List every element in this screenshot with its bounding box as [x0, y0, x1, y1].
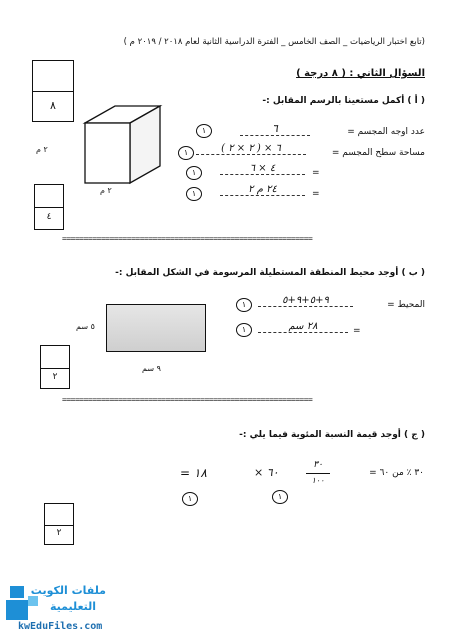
mark-a4: ١	[186, 187, 202, 201]
rect-side-label: ٥ سم	[76, 322, 95, 331]
exam-header: (تابع اختبار الرياضيات _ الصف الخامس _ الفترة الدراسية الثانية لعام ٢٠١٨ / ٢٠١٩ م )	[123, 37, 425, 47]
part-c-title: ( ج ) أوجد قيمة النسبة المئوية فيما يلي :-	[239, 430, 425, 440]
watermark-line2: التعليمية	[49, 600, 97, 613]
separator-2: ==========================================================	[62, 395, 313, 404]
cube-side-label: ٢ م	[36, 145, 48, 154]
step2-answer: ٤ × ٦	[220, 163, 305, 175]
cube-bottom-label: ٢ م	[100, 186, 112, 195]
times-value: × ٦٠	[254, 466, 279, 479]
mark-c1: ١	[272, 490, 288, 504]
perimeter-label: المحيط =	[387, 300, 425, 310]
mark-a1: ١	[196, 124, 212, 138]
mark-a2: ١	[178, 146, 194, 160]
question-title: السؤال الثاني : ( ٨ درجة )	[296, 68, 425, 79]
watermark-url: kwEduFiles.com	[18, 621, 103, 632]
part-b-title: ( ب ) أوجد محيط المنطقة المستطيلة المرسومة في الشكل المقابل :-	[115, 268, 425, 278]
perimeter-answer: ٩+٥+٩+٥	[258, 295, 353, 307]
faces-answer: ٦	[240, 122, 310, 136]
mark-a3: ١	[186, 166, 202, 180]
percent-answer: = ١٨	[180, 466, 207, 480]
part-a-title: ( أ ) أكمل مستعينا بالرسم المقابل :-	[262, 96, 425, 106]
surface-answer: ( ٢ × ٢ ) × ٦	[196, 143, 306, 155]
rectangle-figure	[106, 304, 206, 352]
mark-b2: ١	[236, 323, 252, 337]
mark-c2: ١	[182, 492, 198, 506]
fraction-denominator: ١٠٠	[311, 476, 325, 485]
percent-problem: ٣٠ ٪ من ٦٠ =	[369, 468, 424, 478]
score-box-part-a: ٤	[34, 184, 64, 230]
surface-label: مساحة سطح المجسم =	[331, 148, 425, 158]
perimeter-result: ٢٨ سم	[258, 321, 348, 333]
exam-page: (تابع اختبار الرياضيات _ الصف الخامس _ الفترة الدراسية الثانية لعام ٢٠١٨ / ٢٠١٩ م ) السؤال الثاني : ( ٨ درجة ) ٨ ( أ ) أكمل مستعينا بالرسم المقابل :- ٢ م ٢ م ٤ عدد اوجه المجسم = ٦ ١ مساحة سطح المجسم = ( ٢ × ٢ ) × ٦ ١ = ٤ × ٦ ١ = ٢٤ م ٢ ١ ========================================================== ( ب ) أوجد محيط المنطقة المستطيلة المرسومة في الشكل المقابل :- المحيط = ٩+٥+٩+٥ ١ = ٢٨ سم ١ ٥ سم ٩ سم ٢ ========================================================== ( ج ) أوجد قيمة النسبة المئوية فيما يلي :- ٣٠ ٪ من ٦٠ = ٣٠ ١٠٠ × ٦٠ = ١٨ ١ ١ ٢ ملفات الكويت التعليمية kwEduFiles.com	[0, 0, 453, 640]
separator-1: ==========================================================	[62, 234, 313, 243]
cube-figure	[60, 98, 180, 198]
score-box-part-c: ٢	[44, 503, 74, 545]
rect-bottom-label: ٩ سم	[142, 364, 161, 373]
score-box-part-b: ٢	[40, 345, 70, 389]
mark-b1: ١	[236, 298, 252, 312]
watermark-line1: ملفات الكويت	[30, 584, 106, 597]
fraction-numerator: ٣٠	[313, 460, 323, 470]
score-box-total: ٨	[32, 60, 74, 122]
faces-label: عدد اوجه المجسم =	[347, 127, 425, 137]
step3-answer: ٢٤ م ٢	[220, 184, 305, 196]
